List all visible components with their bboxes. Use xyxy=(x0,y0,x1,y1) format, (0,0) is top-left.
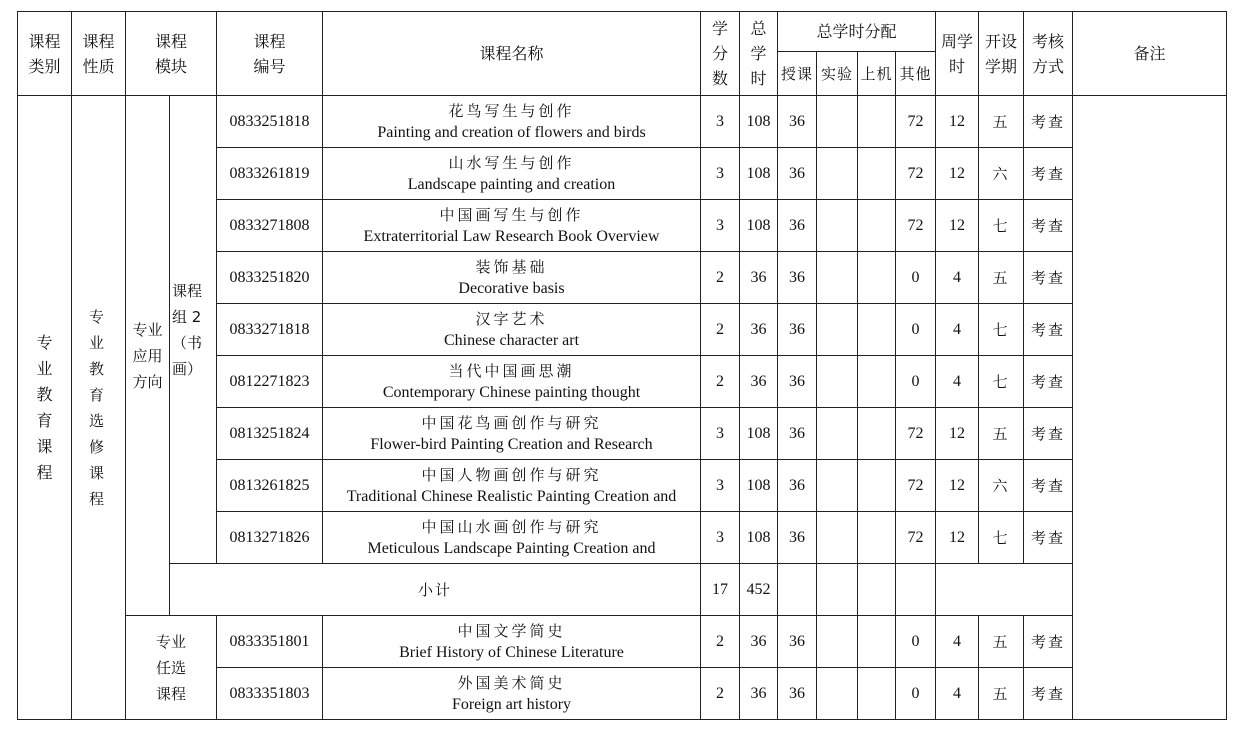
subtotal-label: 小计 xyxy=(170,564,701,616)
subtotal-total-hours: 452 xyxy=(740,564,778,616)
computer-hours xyxy=(858,616,896,668)
empty-cell xyxy=(858,564,896,616)
lecture-hours: 36 xyxy=(778,304,817,356)
lab-hours xyxy=(817,512,858,564)
semester: 七 xyxy=(979,356,1024,408)
lecture-hours: 36 xyxy=(778,148,817,200)
computer-hours xyxy=(858,200,896,252)
credits: 3 xyxy=(701,512,740,564)
course-code: 0833351801 xyxy=(217,616,323,668)
total-hours: 108 xyxy=(740,200,778,252)
total-hours: 36 xyxy=(740,252,778,304)
credits: 2 xyxy=(701,616,740,668)
lecture-hours: 36 xyxy=(778,512,817,564)
credits: 3 xyxy=(701,96,740,148)
course-code: 0813271826 xyxy=(217,512,323,564)
assessment: 考查 xyxy=(1024,668,1073,720)
subtotal-credits: 17 xyxy=(701,564,740,616)
computer-hours xyxy=(858,408,896,460)
semester: 五 xyxy=(979,96,1024,148)
lecture-hours: 36 xyxy=(778,460,817,512)
semester: 五 xyxy=(979,668,1024,720)
lab-hours xyxy=(817,200,858,252)
subtotal-row xyxy=(18,564,1227,616)
table-row xyxy=(18,96,1227,148)
total-hours: 108 xyxy=(740,96,778,148)
lecture-hours: 36 xyxy=(778,96,817,148)
lab-hours xyxy=(817,460,858,512)
computer-hours xyxy=(858,252,896,304)
other-hours: 72 xyxy=(896,460,936,512)
total-hours: 108 xyxy=(740,460,778,512)
other-hours: 72 xyxy=(896,512,936,564)
other-hours: 72 xyxy=(896,408,936,460)
course-name: 花鸟写生与创作 Painting and creation of flowers and birds xyxy=(323,96,701,148)
course-code: 0833271818 xyxy=(217,304,323,356)
remarks-cell xyxy=(1073,96,1227,720)
weekly-hours: 12 xyxy=(936,96,979,148)
lab-hours xyxy=(817,616,858,668)
weekly-hours: 12 xyxy=(936,512,979,564)
total-hours: 108 xyxy=(740,148,778,200)
header-row xyxy=(18,12,1227,52)
lab-hours xyxy=(817,252,858,304)
other-hours: 72 xyxy=(896,148,936,200)
other-hours: 0 xyxy=(896,616,936,668)
header-semester: 开设学期 xyxy=(979,12,1024,96)
credits: 3 xyxy=(701,200,740,252)
course-code: 0812271823 xyxy=(217,356,323,408)
weekly-hours: 12 xyxy=(936,200,979,252)
course-name: 当代中国画思潮 Contemporary Chinese painting thought xyxy=(323,356,701,408)
course-name: 中国文学简史 Brief History of Chinese Literature xyxy=(323,616,701,668)
header-lecture: 授课 xyxy=(778,52,817,96)
weekly-hours: 4 xyxy=(936,668,979,720)
weekly-hours: 4 xyxy=(936,356,979,408)
lecture-hours: 36 xyxy=(778,356,817,408)
weekly-hours: 12 xyxy=(936,148,979,200)
course-name: 中国花鸟画创作与研究 Flower-bird Painting Creation and Research xyxy=(323,408,701,460)
header-lab: 实验 xyxy=(817,52,858,96)
lecture-hours: 36 xyxy=(778,408,817,460)
weekly-hours: 4 xyxy=(936,616,979,668)
lecture-hours: 36 xyxy=(778,252,817,304)
total-hours: 36 xyxy=(740,304,778,356)
computer-hours xyxy=(858,96,896,148)
assessment: 考查 xyxy=(1024,616,1073,668)
course-code: 0813261825 xyxy=(217,460,323,512)
lab-hours xyxy=(817,304,858,356)
course-code: 0833261819 xyxy=(217,148,323,200)
lecture-hours: 36 xyxy=(778,668,817,720)
category-cell: 专业教育课程 xyxy=(18,96,72,720)
course-code: 0833251820 xyxy=(217,252,323,304)
empty-cell xyxy=(817,564,858,616)
header-computer: 上机 xyxy=(858,52,896,96)
header-distribution: 总学时分配 xyxy=(778,12,936,52)
header-name: 课程名称 xyxy=(323,12,701,96)
total-hours: 36 xyxy=(740,356,778,408)
curriculum-table xyxy=(17,11,1227,720)
semester: 五 xyxy=(979,408,1024,460)
empty-cell xyxy=(778,564,817,616)
credits: 3 xyxy=(701,460,740,512)
computer-hours xyxy=(858,356,896,408)
other-hours: 72 xyxy=(896,96,936,148)
other-hours: 0 xyxy=(896,668,936,720)
computer-hours xyxy=(858,304,896,356)
nature-cell: 专业教育选修课程 xyxy=(72,96,126,720)
assessment: 考查 xyxy=(1024,356,1073,408)
header-assessment: 考核方式 xyxy=(1024,12,1073,96)
credits: 2 xyxy=(701,356,740,408)
course-name: 中国山水画创作与研究 Meticulous Landscape Painting Creation and xyxy=(323,512,701,564)
total-hours: 36 xyxy=(740,616,778,668)
other-hours: 72 xyxy=(896,200,936,252)
total-hours: 108 xyxy=(740,408,778,460)
computer-hours xyxy=(858,148,896,200)
computer-hours xyxy=(858,460,896,512)
semester: 六 xyxy=(979,148,1024,200)
semester: 七 xyxy=(979,512,1024,564)
weekly-hours: 4 xyxy=(936,304,979,356)
credits: 3 xyxy=(701,148,740,200)
header-category: 课程类别 xyxy=(18,12,72,96)
lab-hours xyxy=(817,408,858,460)
credits: 2 xyxy=(701,252,740,304)
computer-hours xyxy=(858,668,896,720)
course-code: 0813251824 xyxy=(217,408,323,460)
assessment: 考查 xyxy=(1024,460,1073,512)
lab-hours xyxy=(817,668,858,720)
module-direction-cell: 专业应用方向 xyxy=(126,96,170,616)
weekly-hours: 12 xyxy=(936,408,979,460)
empty-cell xyxy=(896,564,936,616)
assessment: 考查 xyxy=(1024,200,1073,252)
header-other: 其他 xyxy=(896,52,936,96)
course-name: 中国人物画创作与研究 Traditional Chinese Realistic Painting Creation and xyxy=(323,460,701,512)
course-name: 外国美术简史 Foreign art history xyxy=(323,668,701,720)
module-optional-cell: 专业任选课程 xyxy=(126,616,217,720)
semester: 五 xyxy=(979,616,1024,668)
module-group-cell: 课程组 2（书画） xyxy=(170,96,217,564)
lecture-hours: 36 xyxy=(778,616,817,668)
total-hours: 36 xyxy=(740,668,778,720)
header-remarks: 备注 xyxy=(1073,12,1227,96)
total-hours: 108 xyxy=(740,512,778,564)
assessment: 考查 xyxy=(1024,512,1073,564)
lab-hours xyxy=(817,148,858,200)
credits: 2 xyxy=(701,304,740,356)
course-code: 0833271808 xyxy=(217,200,323,252)
weekly-hours: 4 xyxy=(936,252,979,304)
header-module: 课程模块 xyxy=(126,12,217,96)
lecture-hours: 36 xyxy=(778,200,817,252)
computer-hours xyxy=(858,512,896,564)
lab-hours xyxy=(817,96,858,148)
header-weekly: 周学时 xyxy=(936,12,979,96)
other-hours: 0 xyxy=(896,252,936,304)
weekly-hours: 12 xyxy=(936,460,979,512)
semester: 六 xyxy=(979,460,1024,512)
assessment: 考查 xyxy=(1024,96,1073,148)
credits: 2 xyxy=(701,668,740,720)
course-code: 0833351803 xyxy=(217,668,323,720)
header-total-hours: 总学时 xyxy=(740,12,778,96)
header-credits: 学分数 xyxy=(701,12,740,96)
empty-cell xyxy=(936,564,1073,616)
semester: 七 xyxy=(979,304,1024,356)
header-code: 课程编号 xyxy=(217,12,323,96)
semester: 五 xyxy=(979,252,1024,304)
semester: 七 xyxy=(979,200,1024,252)
table-row xyxy=(18,616,1227,668)
other-hours: 0 xyxy=(896,304,936,356)
assessment: 考查 xyxy=(1024,252,1073,304)
header-nature: 课程性质 xyxy=(72,12,126,96)
lab-hours xyxy=(817,356,858,408)
course-code: 0833251818 xyxy=(217,96,323,148)
assessment: 考查 xyxy=(1024,304,1073,356)
assessment: 考查 xyxy=(1024,408,1073,460)
course-name: 装饰基础 Decorative basis xyxy=(323,252,701,304)
course-name: 山水写生与创作 Landscape painting and creation xyxy=(323,148,701,200)
course-name: 汉字艺术 Chinese character art xyxy=(323,304,701,356)
other-hours: 0 xyxy=(896,356,936,408)
assessment: 考查 xyxy=(1024,148,1073,200)
course-name: 中国画写生与创作 Extraterritorial Law Research Book Overview xyxy=(323,200,701,252)
credits: 3 xyxy=(701,408,740,460)
